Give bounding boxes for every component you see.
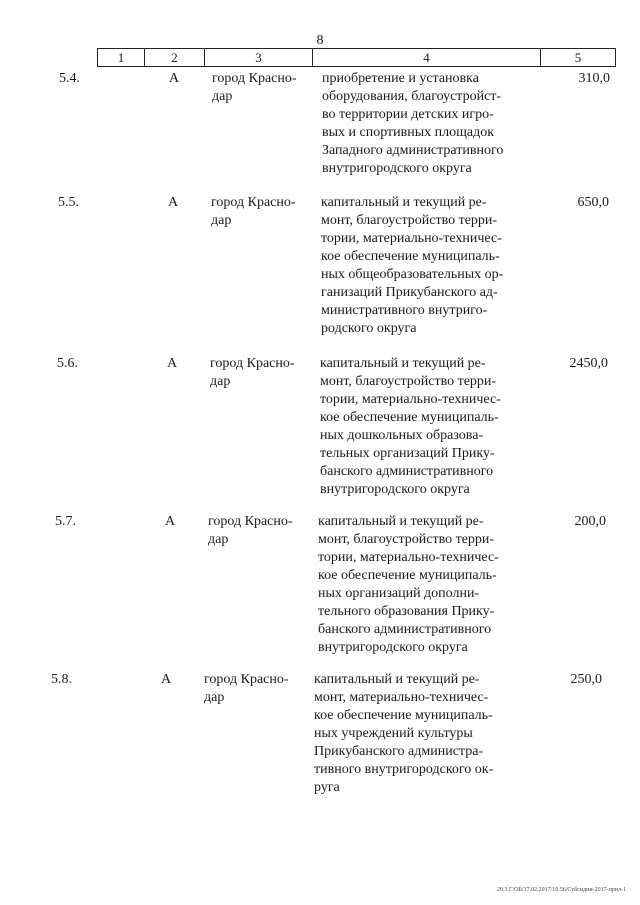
description-line: капитальный и текущий ре- <box>314 672 480 687</box>
row-description <box>314 671 536 797</box>
description-line: кое обеспечение муниципаль- <box>320 410 499 425</box>
description-line: внутригородского округа <box>318 640 468 655</box>
description-line: капитальный и текущий ре- <box>318 514 484 529</box>
description-line: внутригородского округа <box>320 482 470 497</box>
header-col-4: 4 <box>313 49 541 66</box>
description-line: монт, благоустройство терри- <box>318 532 495 547</box>
description-line: Прикубанского администра- <box>314 744 484 759</box>
row-amount: 200,0 <box>574 514 606 529</box>
row-category: А <box>168 195 179 210</box>
header-col-1: 1 <box>98 49 145 66</box>
row-place <box>204 671 300 707</box>
description-line: родского округа <box>321 321 417 336</box>
description-line: тории, материально-техничес- <box>318 550 499 565</box>
description-line: внутригородского округа <box>322 161 472 176</box>
description-line: руга <box>314 780 340 795</box>
row-number: 5.7. <box>55 514 76 529</box>
table-header <box>97 48 616 67</box>
place-line: город Красно- <box>204 672 289 687</box>
description-line: кое обеспечение муниципаль- <box>314 708 493 723</box>
place-line: город Красно- <box>208 514 293 529</box>
description-line: кое обеспечение муниципаль- <box>321 249 500 264</box>
description-line: кое обеспечение муниципаль- <box>318 568 497 583</box>
page-number: 8 <box>316 33 324 48</box>
row-amount: 250,0 <box>570 672 602 687</box>
row-number: 5.8. <box>51 672 72 687</box>
description-line: приобретение и установка <box>322 71 479 86</box>
place-line: дар <box>210 374 231 389</box>
description-line: министративного внутриго- <box>321 303 488 318</box>
description-line: ных организаций дополни- <box>318 586 480 601</box>
row-place <box>212 70 308 106</box>
footer-code: 20.3.Г/ОБ/17.02.2017/10.56/Субсидии-2017-прил-1 <box>497 887 626 893</box>
row-category: А <box>165 514 176 529</box>
header-col-3: 3 <box>205 49 313 66</box>
row-amount: 650,0 <box>577 195 609 210</box>
description-line: банского административного <box>318 622 492 637</box>
description-line: оборудования, благоустройст- <box>322 89 502 104</box>
description-line: монт, материально-техничес- <box>314 690 489 705</box>
row-number: 5.4. <box>59 71 80 86</box>
description-line: тельных организаций Прику- <box>320 446 495 461</box>
description-line: во территории детских игро- <box>322 107 494 122</box>
description-line: вых и спортивных площадок <box>322 125 495 140</box>
description-line: ных дошкольных образова- <box>320 428 484 443</box>
row-number: 5.5. <box>58 195 79 210</box>
description-line: ганизаций Прикубанского ад- <box>321 285 498 300</box>
row-category: А <box>167 356 178 371</box>
place-line: город Красно- <box>210 356 295 371</box>
description-line: ных общеобразовательных ор- <box>321 267 504 282</box>
header-col-5: 5 <box>574 50 582 65</box>
row-category: А <box>169 71 180 86</box>
description-line: ных учреждений культуры <box>314 726 473 741</box>
description-line: монт, благоустройство терри- <box>320 374 497 389</box>
row-description <box>318 513 540 657</box>
row-place <box>208 513 304 549</box>
description-line: капитальный и текущий ре- <box>321 195 487 210</box>
row-place <box>211 194 307 230</box>
row-description <box>320 355 542 499</box>
row-amount: 2450,0 <box>569 356 608 371</box>
place-line: город Красно- <box>211 195 296 210</box>
row-place <box>210 355 306 391</box>
description-line: банского административного <box>320 464 494 479</box>
place-line: дар <box>204 690 225 705</box>
description-line: тельного образования Прику- <box>318 604 495 619</box>
row-description <box>321 194 543 338</box>
place-line: дар <box>211 213 232 228</box>
row-description <box>322 70 544 178</box>
row-number: 5.6. <box>57 356 78 371</box>
description-line: монт, благоустройство терри- <box>321 213 498 228</box>
place-line: дар <box>208 532 229 547</box>
description-line: тории, материально-техничес- <box>321 231 502 246</box>
place-line: город Красно- <box>212 71 297 86</box>
row-amount: 310,0 <box>578 71 610 86</box>
place-line: дар <box>212 89 233 104</box>
header-col-2: 2 <box>145 49 205 66</box>
description-line: тивного внутригородского ок- <box>314 762 494 777</box>
description-line: Западного административного <box>322 143 504 158</box>
row-category: А <box>161 672 172 687</box>
description-line: капитальный и текущий ре- <box>320 356 486 371</box>
description-line: тории, материально-техничес- <box>320 392 501 407</box>
